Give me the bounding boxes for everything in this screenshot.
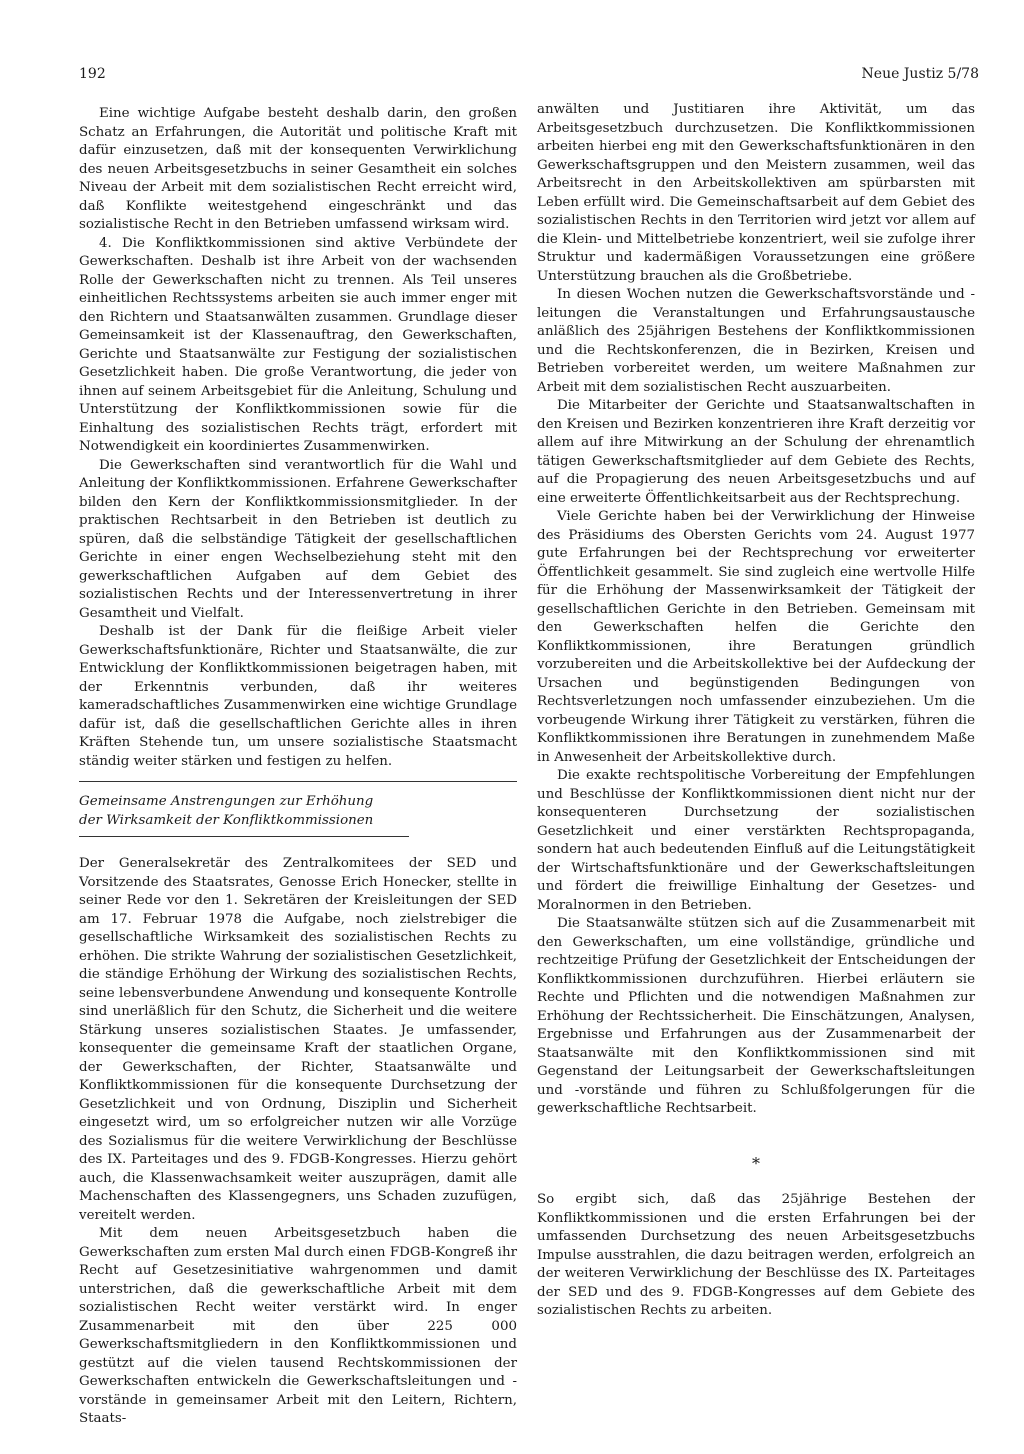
page-number: 192	[79, 66, 106, 82]
paragraph: Deshalb ist der Dank für die fleißige Arbeit vieler Gewerkschaftsfunktionäre, Richter und Staatsanwälte, die zur Entwicklung der Konfliktkommissionen beigetragen haben, mit der Erkenntnis verbunden, daß ihr weiteres kameradschaftliches Zusammenwirken eine wichtige Grundlage dafür ist, daß die gesellschaftlichen Gerichte alles in ihren Kräften Stehende tun, um unsere sozialistische Staatsmacht ständig weiter stärken und festigen zu helfen.	[79, 624, 517, 769]
paragraph: Mit dem neuen Arbeitsgesetzbuch haben die Gewerkschaften zum ersten Mal durch einen FDGB-Kongreß ihr Recht auf Gesetzesinitiative wahrgenommen und damit unterstrichen, daß die gewerkschaftliche Arbeit mit dem sozialistischen Recht weiter verstärkt wird. In enger Zusammenarbeit mit den über 225 000 Gewerkschaftsmitgliedern in den Konfliktkommissionen und gestützt auf die vielen tausend Rechtskommissionen der Gewerkschaften entwickeln die Gewerkschaftsleitungen und -vorstände in gemeinsamer Arbeit mit den Leitern, Richtern, Staats-	[79, 1226, 517, 1426]
heading-underline	[79, 836, 409, 837]
paragraph: Viele Gerichte haben bei der Verwirklichung der Hinweise des Präsidiums des Obersten Gerichts vom 24. August 1977 gute Erfahrungen bei der Rechtsprechung vor erweiterter Öffentlichkeit gesammelt. Sie sind zugleich eine wertvolle Hilfe für die Erhöhung der Massenwirksamkeit der Tätigkeit der gesellschaftlichen Gerichte in den Betrieben. Gemeinsam mit den Gewerkschaften helfen die Gerichte den Konfliktkommissionen, ihre Beratungen gründlich vorzubereiten und die Arbeitskollektive bei der Aufdeckung der Ursachen und begünstigenden Bedingungen von Rechtsverletzungen noch umfassender einzubeziehen. Um die vorbeugende Wirkung ihrer Tätigkeit zu verstärken, führen die Konfliktkommissionen ihre Beratungen in zunehmendem Maße in Anwesenheit der Arbeitskollektive durch.	[537, 509, 975, 765]
paragraph: Die Mitarbeiter der Gerichte und Staatsanwaltschaften in den Kreisen und Bezirken konzentrieren ihre Kraft derzeitig vor allem auf ihre Mitwirkung an der Schulung der ehrenamtlich tätigen Gewerkschaftsmitglieder auf dem Gebiete des Rechts, auf die Propagierung des neuen Arbeitsgesetzbuchs und auf eine erweiterte Öffentlichkeitsarbeit aus der Rechtsprechung.	[537, 398, 975, 506]
journal-issue: Neue Justiz 5/78	[861, 66, 979, 82]
paragraph: In diesen Wochen nutzen die Gewerkschaftsvorstände und -leitungen die Veranstaltungen und Erfahrungsaustausche anläßlich des 25jährigen Bestehens der Konfliktkommissionen und die Rechtskonferenzen, die in Bezirken, Kreisen und Betrieben vorbereitet werden, um weitere Maßnahmen zur Arbeit mit dem sozialistischen Recht auszuarbeiten.	[537, 287, 975, 395]
left-column	[79, 105, 517, 1429]
section-heading-line: Gemeinsame Anstrengungen zur Erhöhung	[79, 794, 374, 809]
section-heading-line: der Wirksamkeit der Konfliktkommissionen	[79, 813, 374, 828]
right-column	[537, 101, 975, 1321]
paragraph: Der Generalsekretär des Zentralkomitees der SED und Vorsitzende des Staatsrates, Genosse Erich Honecker, stellte in seiner Rede vor den 1. Sekretären der Kreisleitungen der SED am 17. Februar 1978 die Aufgabe, noch zielstrebiger die gesellschaftliche Wirksamkeit des sozialistischen Rechts zu erhöhen. Die strikte Wahrung der sozialistischen Gesetzlichkeit, die ständige Erhöhung der Wirkung des sozialistischen Rechts, seine lebensverbundene Anwendung und konsequente Kontrolle sind unerläßlich für den Schutz, die Sicherheit und die weitere Stärkung unseres sozialistischen Staates. Je umfassender, konsequenter die gemeinsame Kraft der staatlichen Organe, der Gewerkschaften, der Richter, Staatsanwälte und Konfliktkommissionen für die konsequente Durchsetzung der Gesetzlichkeit und von Ordnung, Disziplin und Sicherheit eingesetzt wird, um so erfolgreicher nutzen wir alle Vorzüge des Sozialismus für die weitere Verwirklichung der Beschlüsse des IX. Parteitages und des 9. FDGB-Kongresses. Hierzu gehört auch, die Klassenwachsamkeit weiter auszuprägen, damit alle Machenschaften des Klassengegners, uns Schaden zuzufügen, vereitelt werden.	[79, 856, 517, 1223]
page-header	[79, 66, 979, 88]
paragraph: Eine wichtige Aufgabe besteht deshalb darin, den großen Schatz an Erfahrungen, die Autorität und politische Kraft mit dafür einzusetzen, daß mit der konsequenten Verwirklichung des neuen Arbeitsgesetzbuchs in seiner Gesamtheit ein solches Niveau der Arbeit mit dem sozialistischen Recht erreicht wird, daß Konflikte weitestgehend eingeschränkt und das sozialistische Recht in den Betrieben umfassend wirksam wird.	[79, 106, 517, 232]
paragraph: Die exakte rechtspolitische Vorbereitung der Empfehlungen und Beschlüsse der Konfliktkommissionen dient nicht nur der konsequenteren Durchsetzung der sozialistischen Gesetzlichkeit und einer verstärkten Rechtspropaganda, sondern hat auch bedeutenden Einfluß auf die Leitungstätigkeit der Wirtschaftsfunktionäre und der Gewerkschaftsleitungen und fördert die freiwillige Einhaltung der Gesetzes- und Moralnormen in den Betrieben.	[537, 768, 975, 913]
paragraph: 4. Die Konfliktkommissionen sind aktive Verbündete der Gewerkschaften. Deshalb ist ihre Arbeit von der wachsenden Rolle der Gewerkschaften nicht zu trennen. Als Teil unseres einheitlichen Rechtssystems arbeiten sie auch immer enger mit den Richtern und Staatsanwälten zusammen. Grundlage dieser Gemeinsamkeit ist der Klassenauftrag, den Gewerkschaften, Gerichte und Staatsanwälte zur Festigung der sozialistischen Gesetzlichkeit haben. Die große Verantwortung, die jeder von ihnen auf seinem Arbeitsgebiet für die Anleitung, Schulung und Unterstützung der Konfliktkommissionen sowie für die Einhaltung des sozialistischen Rechts trägt, erfordert mit Notwendigkeit ein koordiniertes Zusammenwirken.	[79, 235, 517, 454]
section-separator: *	[752, 1153, 760, 1173]
paragraph: Die Staatsanwälte stützen sich auf die Zusammenarbeit mit den Gewerkschaften, um eine vollständige, gründliche und rechtzeitige Prüfung der Gesetzlichkeit der Entscheidungen der Konfliktkommissionen durchzuführen. Hierbei erläutern sie Rechte und Pflichten und die notwendigen Maßnahmen zur Erhöhung der Rechtssicherheit. Die Einschätzungen, Analysen, Ergebnisse und Erfahrungen aus der Zusammenarbeit der Staatsanwälte mit den Konfliktkommissionen sind mit Gegenstand der Leitungsarbeit der Gewerkschaftsleitungen und -vorstände und führen zu Schlußfolgerungen für die gewerkschaftliche Rechtsarbeit.	[537, 916, 975, 1116]
section-heading	[79, 792, 517, 830]
section-divider	[79, 781, 517, 782]
paragraph: Die Gewerkschaften sind verantwortlich für die Wahl und Anleitung der Konfliktkommissionen. Erfahrene Gewerkschafter bilden den Kern der Konfliktkommissionsmitglieder. In der praktischen Rechtsarbeit in den Betrieben ist deutlich zu spüren, daß die selbständige Tätigkeit der gesellschaftlichen Gerichte in einer engen Wechselbeziehung steht mit den gewerkschaftlichen Aufgaben auf dem Gebiet des sozialistischen Rechts und der Interessenvertretung in ihrer Gesamtheit und Vielfalt.	[79, 457, 517, 621]
paragraph: anwälten und Justitiaren ihre Aktivität, um das Arbeitsgesetzbuch durchzusetzen. Die Konfliktkommissionen arbeiten hierbei eng mit den Gewerkschaftsfunktionären in den Gewerkschaftsgruppen und den Meistern zusammen, weil das Arbeitsrecht in den Arbeitskollektiven am spürbarsten mit Leben erfüllt wird. Die Gemeinschaftsarbeit auf dem Gebiet des sozialistischen Rechts in den Territorien wird jetzt vor allem auf die Klein- und Mittelbetriebe konzentriert, weil sie zufolge ihrer Struktur und kadermäßigen Voraussetzungen eine größere Unterstützung brauchen als die Großbetriebe.	[537, 102, 975, 284]
closing-paragraph: So ergibt sich, daß das 25jährige Bestehen der Konfliktkommissionen und die ersten Erfahrungen bei der umfassenden Durchsetzung des neuen Arbeitsgesetzbuchs Impulse ausstrahlen, die dazu beitragen werden, erfolgreich an der weiteren Verwirklichung der Beschlüsse des IX. Parteitages der SED und des 9. FDGB-Kongresses auf dem Gebiete des sozialistischen Rechts zu arbeiten.	[537, 1192, 975, 1318]
